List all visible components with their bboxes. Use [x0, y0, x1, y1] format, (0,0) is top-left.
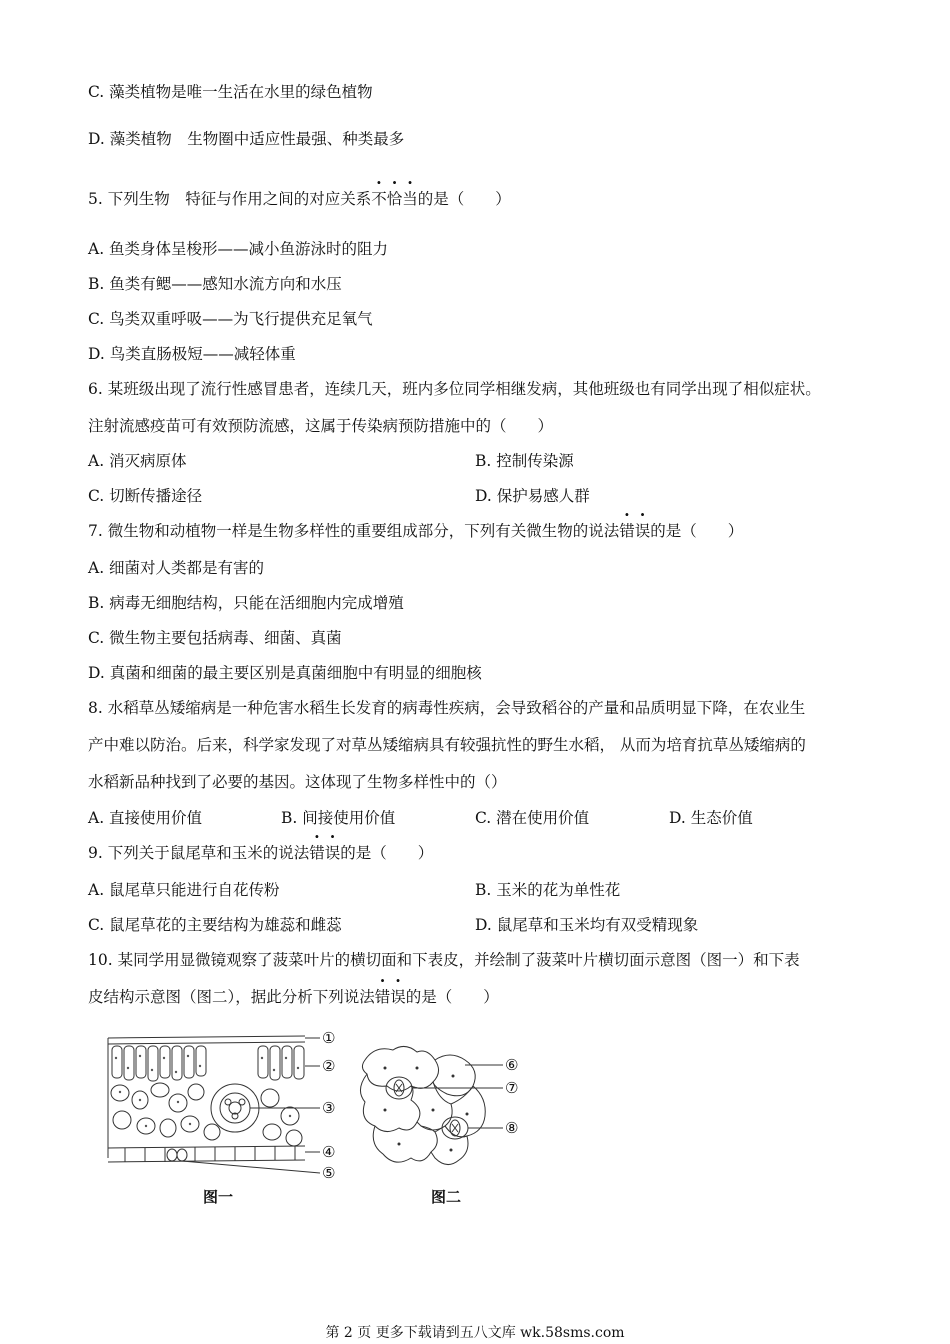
- q8-option-c: C. 潜在使用价值: [475, 809, 590, 827]
- emphasis-char: 错: [374, 988, 391, 1006]
- q8-stem-line2: 产中难以防治。后来，科学家发现了对草丛矮缩病具有较强抗性的野生水稻， 从而为培育抗草丛矮缩病的: [88, 736, 806, 754]
- q10-stem-text: 皮结构示意图（图二），据此分析下列说法: [88, 988, 375, 1006]
- q5-option-b: B. 鱼类有鳃——感知水流方向和水压: [88, 275, 342, 293]
- lower-epidermis-figure: [355, 1040, 530, 1180]
- q4-option-d: D. 藻类植物 生物圈中适应性最强、种类最多: [88, 130, 405, 148]
- q9-stem: [88, 842, 433, 864]
- fig1-label-4: ④: [322, 1143, 336, 1161]
- q8-stem-line1: 8. 水稻草丛矮缩病是一种危害水稻生长发育的病毒性疾病，会导致稻谷的产量和品质明显下降，在农业生: [88, 699, 806, 717]
- q5-option-a: A. 鱼类身体呈梭形——减小鱼游泳时的阻力: [88, 240, 389, 258]
- q7-option-c: C. 微生物主要包括病毒、细菌、真菌: [88, 629, 342, 647]
- fig2-label-8: ⑧: [505, 1119, 519, 1137]
- fig2-label-6: ⑥: [505, 1056, 519, 1074]
- fig2-label-7: ⑦: [505, 1079, 519, 1097]
- emphasis-char: 不: [371, 190, 387, 208]
- q7-stem: [88, 520, 743, 542]
- fig1-label-5: ⑤: [322, 1164, 336, 1182]
- q8-option-d: D. 生态价值: [669, 809, 753, 827]
- emphasis-char: 恰: [386, 190, 403, 208]
- emphasis-char: 误: [390, 988, 406, 1006]
- q9-option-d: D. 鼠尾草和玉米均有双受精现象: [475, 916, 699, 934]
- q6-stem-line2: 注射流感疫苗可有效预防流感，这属于传染病预防措施中的（ ）: [88, 417, 554, 435]
- q7-option-d: D. 真菌和细菌的最主要区别是真菌细胞中有明显的细胞核: [88, 664, 482, 682]
- q7-option-b: B. 病毒无细胞结构，只能在活细胞内完成增殖: [88, 594, 404, 612]
- q7-stem-text: 7. 微生物和动植物一样是生物多样性的重要组成部分，下列有关微生物的说法: [88, 522, 620, 540]
- emphasis-char: 错: [619, 522, 635, 540]
- emphasis-char: 错: [309, 844, 325, 862]
- q9-stem-tail: 的是（ ）: [340, 844, 434, 862]
- q10-stem-line1: 10. 某同学用显微镜观察了菠菜叶片的横切面和下表皮，并绘制了菠菜叶片横切面示意图（图一）和下表: [88, 951, 800, 969]
- fig1-label-3: ③: [322, 1099, 336, 1117]
- emphasis-char: 误: [634, 522, 651, 540]
- q6-option-a: A. 消灭病原体: [88, 452, 187, 470]
- q5-stem-tail: 的是（ ）: [417, 190, 511, 208]
- q5-option-d: D. 鸟类直肠极短——减轻体重: [88, 345, 296, 363]
- q9-option-b: B. 玉米的花为单性花: [475, 881, 621, 899]
- q5-stem-text: 5. 下列生物 特征与作用之间的对应关系: [88, 190, 372, 208]
- q5-option-c: C. 鸟类双重呼吸——为飞行提供充足氧气: [88, 310, 373, 328]
- fig1-label-2: ②: [322, 1057, 336, 1075]
- q9-option-c: C. 鼠尾草花的主要结构为雄蕊和雌蕊: [88, 916, 342, 934]
- q9-stem-text: 9. 下列关于鼠尾草和玉米的说法: [88, 844, 310, 862]
- emphasis-char: 当: [402, 190, 418, 208]
- emphasis-char: 误: [324, 844, 341, 862]
- q8-stem-line3: 水稻新品种找到了必要的基因。这体现了生物多样性中的（）: [88, 773, 507, 791]
- q6-stem-line1: 6. 某班级出现了流行性感冒患者，连续几天，班内多位同学相继发病，其他班级也有同学出现了相似症状。: [88, 380, 821, 398]
- leaf-cross-section-figure: [100, 1028, 350, 1183]
- q8-option-b: B. 间接使用价值: [281, 809, 396, 827]
- page-footer: 第 2 页 更多下载请到五八文库 wk.58sms.com: [325, 1325, 625, 1341]
- q7-option-a: A. 细菌对人类都是有害的: [88, 559, 265, 577]
- q6-option-b: B. 控制传染源: [475, 452, 574, 470]
- q9-option-a: A. 鼠尾草只能进行自花传粉: [88, 881, 280, 899]
- q6-option-c: C. 切断传播途径: [88, 487, 203, 505]
- q7-stem-tail: 的是（ ）: [650, 522, 744, 540]
- q4-option-c: C. 藻类植物是唯一生活在水里的绿色植物: [88, 83, 373, 101]
- q10-stem-line2: [88, 986, 499, 1008]
- q5-stem: [88, 188, 511, 210]
- fig1-caption: 图一: [203, 1188, 234, 1206]
- q8-option-a: A. 直接使用价值: [88, 809, 203, 827]
- q6-option-d: D. 保护易感人群: [475, 487, 590, 505]
- fig2-caption: 图二: [431, 1188, 462, 1206]
- fig1-label-1: ①: [322, 1029, 336, 1047]
- q10-stem-tail: 的是（ ）: [405, 988, 499, 1006]
